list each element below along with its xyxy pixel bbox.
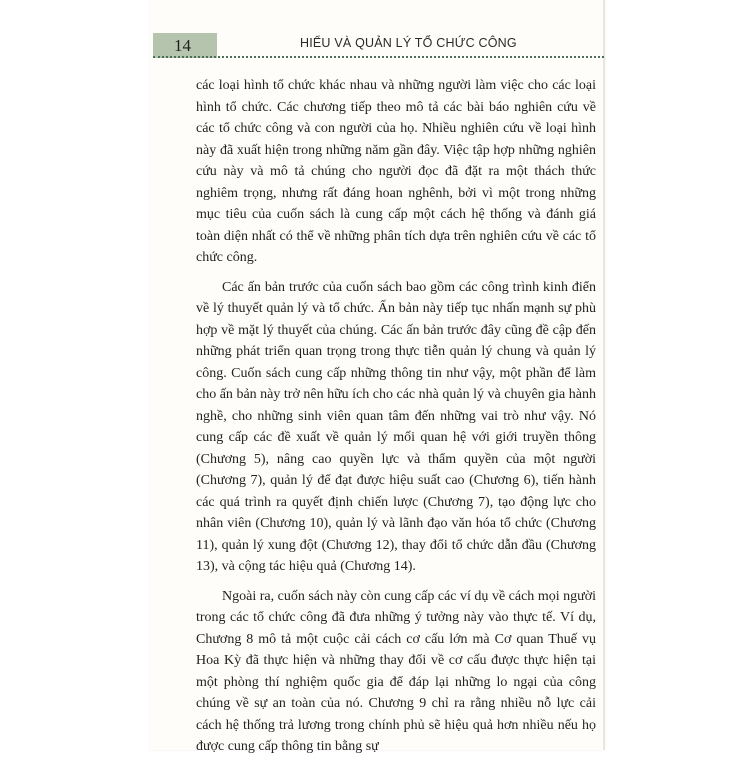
page-header <box>150 29 605 59</box>
running-title: HIỂU VÀ QUẢN LÝ TỔ CHỨC CÔNG <box>300 36 517 50</box>
book-page <box>150 0 605 754</box>
header-dotted-rule <box>153 56 604 58</box>
page-edge <box>603 0 605 750</box>
paragraph-1: các loại hình tổ chức khác nhau và những người làm việc cho các loại hình tổ chức. Các chương tiếp theo mô tả các bài báo nghiên cứu về các tổ chức công và con người của họ. Nhiều nghiên cứu về loại hình này đã xuất hiện trong những năm gần đây. Việc tập hợp những nghiên cứu này và mô tả chúng cho người đọc đã đặt ra một thách thức nghiêm trọng, nhưng rất đáng hoan nghênh, bởi vì một trong những mục tiêu của cuốn sách là cung cấp một cách hệ thống và đánh giá toàn diện nhất có thể về những phân tích dựa trên nghiên cứu về các tổ chức công. <box>196 78 596 265</box>
page-number: 14 <box>153 33 217 58</box>
paragraph-2: Các ấn bản trước của cuốn sách bao gồm các công trình kinh điển về lý thuyết quản lý và tổ chức. Ấn bản này tiếp tục nhấn mạnh sự phù hợp về mặt lý thuyết của chúng. Các ấn bản trước đây cũng đề cập đến những phát triển quan trọng trong thực tiễn quản lý chung và quản lý công. Cuốn sách cung cấp những thông tin như vậy, một phần để làm cho ấn bản này trở nên hữu ích cho các nhà quản lý và chuyên gia hành nghề, cho những sinh viên quan tâm đến những vai trò như vậy. Nó cung cấp các đề xuất về quản lý mối quan hệ với giới truyền thông (Chương 5), nâng cao quyền lực và thẩm quyền của một người (Chương 7), quản lý để đạt được hiệu suất cao (Chương 6), tiến hành các quá trình ra quyết định chiến lược (Chương 7), tạo động lực cho nhân viên (Chương 10), quản lý và lãnh đạo văn hóa tổ chức (Chương 11), quản lý xung đột (Chương 12), thay đổi tổ chức dẫn đầu (Chương 13), và cộng tác hiệu quả (Chương 14). <box>196 279 596 574</box>
body-text <box>196 75 596 766</box>
paragraph-3: Ngoài ra, cuốn sách này còn cung cấp các ví dụ về cách mọi người trong các tổ chức công đã đưa những ý tưởng này vào thực tế. Ví dụ, Chương 8 mô tả một cuộc cải cách cơ cấu lớn mà Cơ quan Thuế vụ Hoa Kỳ đã thực hiện và những thay đổi về cơ cấu được thực hiện tại một phòng thí nghiệm quốc gia để đáp lại những lo ngại của công chúng về sự an toàn của nó. Chương 9 chỉ ra rằng nhiều nỗ lực cải cách hệ thống trả lương trong chính phủ sẽ hiệu quả hơn nhiều nếu họ được cung cấp thông tin bằng sự <box>196 588 596 754</box>
